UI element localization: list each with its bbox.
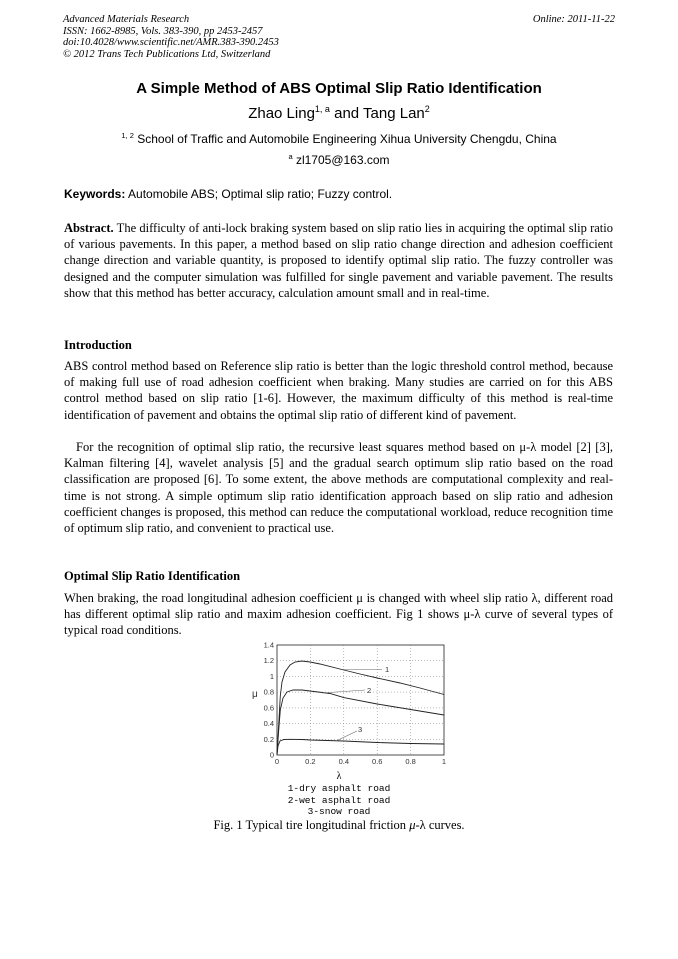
journal-doi: doi:10.4028/www.scientific.net/AMR.383-390.2453 bbox=[63, 37, 279, 48]
authors bbox=[0, 104, 678, 122]
legend-item-3: 3-snow road bbox=[307, 806, 371, 817]
section-heading-introduction: Introduction bbox=[64, 338, 132, 352]
intro-paragraph-2: For the recognition of optimal slip ratio, the recursive least squares method based on μ-λ model [2] [3], Kalman filtering [4], wavelet analysis [5] and the gradual search optimum slip ratio based on the road classification are proposed [6]. To some extent, the above methods are computational complexity and real-time is not strong. A simple optimum slip ratio identification approach based on slip ratio and adhesion coefficient changes is proposed, this method can reduce the computational workload, reduce recognition time of optimum slip ratio, and convenient to practical use. bbox=[64, 440, 613, 536]
x-axis-label: λ bbox=[336, 771, 342, 782]
author-2-sup: 2 bbox=[424, 104, 430, 114]
email bbox=[0, 152, 678, 167]
curve-wet-asphalt bbox=[277, 690, 444, 755]
intro-paragraph-1: ABS control method based on Reference slip ratio is better than the logic threshold control method, because of making full use of road adhesion coefficient when braking. Many studies are carried on for this ABS control method based on slip ratio [1-6]. However, the maximum difficulty of this method is real-time identification of pavement and obtains the optimal slip ratio of different kind of pavement. bbox=[64, 359, 613, 422]
caption-mu: μ- bbox=[409, 818, 420, 832]
curve-snow bbox=[277, 739, 444, 755]
journal-info bbox=[63, 14, 279, 60]
curve-label-1: 1 bbox=[385, 665, 390, 674]
abstract bbox=[64, 220, 613, 301]
abstract-label: Abstract. bbox=[64, 221, 114, 235]
svg-text:0.6: 0.6 bbox=[371, 757, 383, 766]
svg-text:0.4: 0.4 bbox=[263, 719, 274, 729]
caption-suffix: curves. bbox=[425, 818, 465, 832]
journal-copyright: © 2012 Trans Tech Publications Ltd, Switzerland bbox=[63, 48, 271, 60]
y-axis-label: μ bbox=[252, 689, 258, 700]
author-2: Tang Lan bbox=[363, 105, 425, 122]
section-heading-optimal-slip: Optimal Slip Ratio Identification bbox=[64, 569, 241, 583]
mu-lambda-chart bbox=[240, 638, 460, 773]
curve-label-3: 3 bbox=[358, 725, 363, 734]
svg-text:0.4: 0.4 bbox=[338, 757, 350, 766]
caption-prefix: Fig. 1 Typical tire longitudinal friction bbox=[213, 818, 410, 832]
email-text[interactable]: zl1705@163.com bbox=[292, 153, 390, 167]
affiliation-text: School of Traffic and Automobile Engineering Xihua University Chengdu, China bbox=[133, 132, 557, 146]
legend-item-2: 2-wet asphalt road bbox=[287, 794, 391, 806]
x-tick-labels bbox=[275, 757, 446, 766]
journal-issn: ISSN: 1662-8985, Vols. 383-390, pp 2453-2457 bbox=[63, 25, 263, 37]
plot-frame bbox=[277, 645, 444, 755]
svg-text:0.2: 0.2 bbox=[263, 734, 274, 744]
paper-title: A Simple Method of ABS Optimal Slip Ratio Identification bbox=[136, 80, 542, 97]
caption-lambda: λ bbox=[419, 818, 426, 832]
affiliation-sup: 1, 2 bbox=[121, 131, 134, 140]
keywords-label: Keywords: bbox=[64, 187, 126, 201]
author-1: Zhao Ling bbox=[248, 105, 315, 122]
svg-text:0.8: 0.8 bbox=[263, 687, 274, 697]
affiliation bbox=[0, 131, 678, 146]
y-tick-labels bbox=[264, 641, 274, 760]
online-date: Online: 2011-11-22 bbox=[532, 14, 615, 25]
svg-text:0.6: 0.6 bbox=[263, 703, 274, 713]
abstract-text: The difficulty of anti-lock braking system based on slip ratio lies in acquiring the optimal slip ratio of various pavements. In this paper, a method based on slip ratio change direction and adhesion coefficient change direction and variable quantity, is proposed to identify optimal slip ratio. The fuzzy controller was designed and the computer simulation was fulfilled for single pavement and variable pavement. The results show that this method has better accuracy, calculation amount small and in real-time. bbox=[64, 221, 613, 300]
figure-caption bbox=[0, 818, 678, 833]
svg-text:0.8: 0.8 bbox=[405, 757, 416, 766]
author-conj: and bbox=[329, 105, 364, 122]
svg-text:0: 0 bbox=[274, 757, 280, 766]
svg-text:0: 0 bbox=[269, 750, 274, 760]
optimal-slip-paragraph-1: When braking, the road longitudinal adhesion coefficient μ is changed with wheel slip ratio λ, different road has different optimal slip ratio and maxim adhesion coefficient. Fig 1 shows μ-λ curve of several types of typical road conditions. bbox=[64, 591, 613, 638]
legend-item-1: 1-dry asphalt road bbox=[287, 783, 391, 794]
chart-legend bbox=[0, 783, 678, 818]
svg-text:0.2: 0.2 bbox=[305, 757, 316, 766]
svg-text:1: 1 bbox=[269, 671, 274, 681]
email-sup: a bbox=[288, 152, 293, 161]
svg-text:1.2: 1.2 bbox=[263, 656, 274, 666]
annotation-leaders bbox=[322, 670, 382, 742]
curve-label-2: 2 bbox=[367, 686, 372, 695]
journal-name: Advanced Materials Research bbox=[63, 14, 190, 25]
keywords-text: Automobile ABS; Optimal slip ratio; Fuzzy control. bbox=[125, 187, 393, 201]
svg-text:1: 1 bbox=[441, 757, 447, 766]
grid bbox=[277, 645, 444, 755]
keywords bbox=[64, 187, 392, 201]
svg-text:1.4: 1.4 bbox=[263, 640, 274, 650]
author-1-sup: 1, a bbox=[314, 104, 330, 114]
